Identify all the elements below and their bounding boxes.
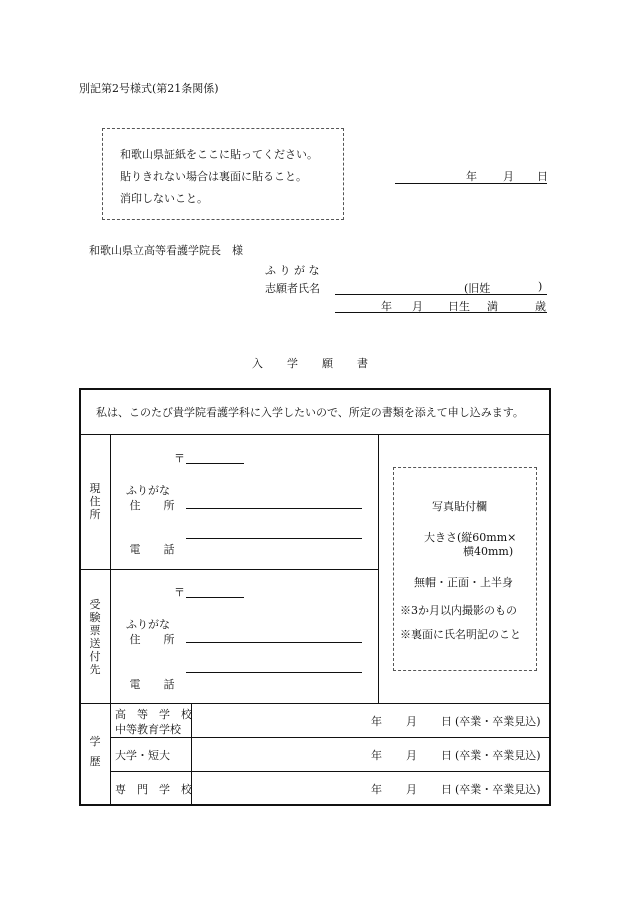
address-label: [126, 631, 178, 647]
furigana-label: ふりがな: [126, 484, 170, 497]
school-type-university: 大学・短大: [115, 749, 170, 762]
school-type-secondary: 中等教育学校: [115, 723, 181, 736]
school-type-vocational: 専 門 学 校: [115, 783, 192, 796]
birth-underline[interactable]: [335, 312, 547, 313]
address-field[interactable]: [186, 508, 362, 509]
form-reference: 別記第2号様式(第21条関係): [79, 82, 219, 95]
edu-day-label: 日: [441, 783, 452, 796]
date-day-label: 日: [537, 170, 548, 183]
address-field[interactable]: [186, 642, 362, 643]
stamp-instruction-1: 和歌山県証紙をここに貼ってください。: [120, 148, 318, 161]
section-label-education: 学歴: [89, 735, 101, 768]
photo-size-line1: 大きさ(縦60mm×: [424, 531, 517, 544]
photo-size-line2: 横40mm): [463, 545, 514, 558]
title-char: 書: [357, 357, 368, 370]
label-char: 所: [163, 633, 175, 646]
photo-condition-2: ※3か月以内撮影のもの: [400, 604, 517, 617]
label-char: 電: [129, 678, 141, 691]
label-char: 電: [129, 543, 141, 556]
title-char: 入: [252, 357, 263, 370]
divider: [110, 771, 550, 772]
applicant-furigana-label: ふ り が な: [265, 264, 320, 277]
label-char: 話: [163, 543, 175, 556]
graduation-status[interactable]: (卒業・卒業見込): [455, 749, 541, 762]
edu-year-label: 年: [371, 749, 382, 762]
label-char: 住: [129, 633, 141, 646]
applicant-name-label: 志願者氏名: [265, 282, 320, 295]
photo-condition-1: 無帽・正面・上半身: [414, 576, 513, 589]
divider: [378, 434, 379, 703]
divider: [80, 434, 550, 435]
edu-month-label: 月: [406, 783, 417, 796]
former-name-label: (旧姓: [464, 282, 491, 295]
stamp-instruction-3: 消印しないこと。: [120, 192, 208, 205]
title-char: 学: [287, 357, 298, 370]
title-char: 願: [322, 357, 333, 370]
divider: [110, 737, 550, 738]
photo-condition-3: ※裏面に氏名明記のこと: [400, 628, 521, 641]
birth-month-label: 月: [412, 300, 423, 313]
edu-month-label: 月: [406, 749, 417, 762]
addressee: 和歌山県立高等看護学院長 様: [89, 244, 243, 257]
birth-day-label: 日生: [448, 300, 470, 313]
applicant-name-underline[interactable]: [335, 294, 547, 295]
label-char: 住: [129, 499, 141, 512]
postal-mark: 〒: [174, 586, 185, 599]
date-month-label: 月: [503, 170, 514, 183]
divider: [80, 703, 550, 704]
school-type-high: 高 等 学 校: [115, 708, 192, 721]
postal-mark: 〒: [174, 452, 185, 465]
address-label: [126, 497, 178, 513]
postal-code-field[interactable]: [186, 463, 244, 464]
phone-label: [126, 541, 178, 557]
age-full-label: 満: [487, 300, 498, 313]
section-label-exam-ticket: 受験票送付先: [89, 598, 101, 676]
former-name-close: ): [538, 280, 543, 293]
phone-label: [126, 676, 178, 692]
address-field-2[interactable]: [186, 538, 362, 539]
edu-month-label: 月: [406, 715, 417, 728]
graduation-status[interactable]: (卒業・卒業見込): [455, 783, 541, 796]
date-year-label: 年: [466, 170, 477, 183]
divider: [80, 569, 378, 570]
postal-code-field[interactable]: [186, 597, 244, 598]
section-label-current-address: 現住所: [89, 482, 101, 521]
address-field-2[interactable]: [186, 672, 362, 673]
photo-title: 写真貼付欄: [432, 500, 487, 513]
edu-day-label: 日: [441, 749, 452, 762]
divider: [110, 434, 111, 805]
stamp-instruction-2: 貼りきれない場合は裏面に貼ること。: [120, 170, 307, 183]
furigana-label: ふりがな: [126, 618, 170, 631]
document-title: [252, 355, 368, 371]
edu-day-label: 日: [441, 715, 452, 728]
application-statement: 私は、このたび貴学院看護学科に入学したいので、所定の書類を添えて申し込みます。: [96, 406, 524, 419]
label-char: 所: [163, 499, 175, 512]
label-char: 話: [163, 678, 175, 691]
graduation-status[interactable]: (卒業・卒業見込): [455, 715, 541, 728]
edu-year-label: 年: [371, 783, 382, 796]
birth-year-label: 年: [381, 300, 392, 313]
age-label: 歳: [535, 300, 546, 313]
edu-year-label: 年: [371, 715, 382, 728]
